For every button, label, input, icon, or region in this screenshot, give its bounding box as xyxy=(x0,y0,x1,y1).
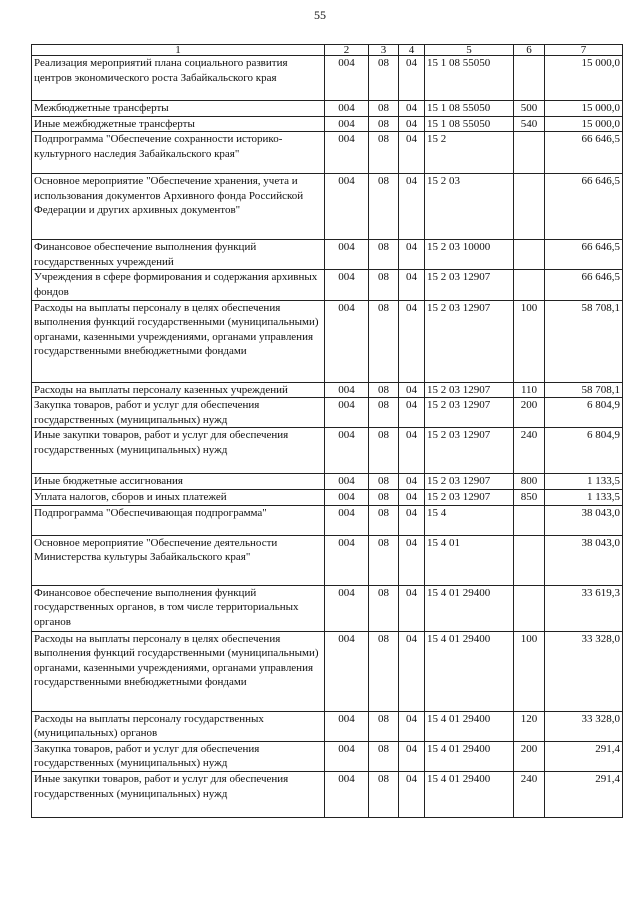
header-row xyxy=(32,45,623,56)
row-csr: 15 4 01 29400 xyxy=(425,711,514,741)
row-name: Межбюджетные трансферты xyxy=(32,101,325,117)
row-sum: 15 000,0 xyxy=(545,101,623,117)
row-csr: 15 2 03 12907 xyxy=(425,489,514,505)
row-ved: 004 xyxy=(325,240,369,270)
table-row xyxy=(32,741,623,771)
row-sum: 66 646,5 xyxy=(545,240,623,270)
row-vr: 100 xyxy=(514,631,545,711)
row-pr: 04 xyxy=(399,535,425,585)
row-pr: 04 xyxy=(399,474,425,490)
column-header-sum: 7 xyxy=(545,45,623,56)
row-vr: 540 xyxy=(514,116,545,132)
row-sum: 1 133,5 xyxy=(545,474,623,490)
row-sum: 66 646,5 xyxy=(545,132,623,174)
row-sum: 58 708,1 xyxy=(545,382,623,398)
row-name: Уплата налогов, сборов и иных платежей xyxy=(32,489,325,505)
row-pr: 04 xyxy=(399,116,425,132)
row-ved: 004 xyxy=(325,585,369,631)
row-sum: 66 646,5 xyxy=(545,270,623,300)
row-pr: 04 xyxy=(399,741,425,771)
table-row xyxy=(32,474,623,490)
row-ved: 004 xyxy=(325,382,369,398)
row-vr xyxy=(514,270,545,300)
row-csr: 15 2 03 12907 xyxy=(425,474,514,490)
row-name: Расходы на выплаты персоналу казенных учреждений xyxy=(32,382,325,398)
row-name: Расходы на выплаты персоналу в целях обеспечения выполнения функций государственными (муниципальными) органами, казенными учреждениями, органами управления государственными внебюджетными фондами xyxy=(32,300,325,382)
row-ved: 004 xyxy=(325,474,369,490)
table-row xyxy=(32,240,623,270)
row-csr: 15 2 03 12907 xyxy=(425,270,514,300)
row-vr xyxy=(514,56,545,101)
table-row xyxy=(32,771,623,817)
row-ved: 004 xyxy=(325,270,369,300)
row-rz: 08 xyxy=(369,489,399,505)
row-ved: 004 xyxy=(325,132,369,174)
row-ved: 004 xyxy=(325,505,369,535)
row-csr: 15 4 01 xyxy=(425,535,514,585)
row-name: Финансовое обеспечение выполнения функций государственных органов, в том числе территориальных органов xyxy=(32,585,325,631)
row-csr: 15 2 xyxy=(425,132,514,174)
row-csr: 15 4 xyxy=(425,505,514,535)
row-sum: 291,4 xyxy=(545,771,623,817)
row-csr: 15 2 03 xyxy=(425,174,514,240)
row-pr: 04 xyxy=(399,300,425,382)
row-rz: 08 xyxy=(369,771,399,817)
row-rz: 08 xyxy=(369,398,399,428)
row-sum: 15 000,0 xyxy=(545,116,623,132)
row-vr: 800 xyxy=(514,474,545,490)
row-ved: 004 xyxy=(325,116,369,132)
row-pr: 04 xyxy=(399,505,425,535)
row-pr: 04 xyxy=(399,398,425,428)
row-ved: 004 xyxy=(325,711,369,741)
row-csr: 15 1 08 55050 xyxy=(425,116,514,132)
row-csr: 15 4 01 29400 xyxy=(425,771,514,817)
table-row xyxy=(32,505,623,535)
row-rz: 08 xyxy=(369,741,399,771)
table-row xyxy=(32,56,623,101)
row-rz: 08 xyxy=(369,428,399,474)
row-name: Реализация мероприятий плана социального развития центров экономического роста Забайкальского края xyxy=(32,56,325,101)
row-sum: 1 133,5 xyxy=(545,489,623,505)
row-rz: 08 xyxy=(369,116,399,132)
row-pr: 04 xyxy=(399,132,425,174)
row-vr: 240 xyxy=(514,428,545,474)
row-vr: 850 xyxy=(514,489,545,505)
row-rz: 08 xyxy=(369,505,399,535)
row-pr: 04 xyxy=(399,382,425,398)
row-name: Закупка товаров, работ и услуг для обеспечения государственных (муниципальных) нужд xyxy=(32,398,325,428)
table-row xyxy=(32,132,623,174)
row-rz: 08 xyxy=(369,174,399,240)
row-rz: 08 xyxy=(369,132,399,174)
row-ved: 004 xyxy=(325,489,369,505)
table-row xyxy=(32,300,623,382)
column-header-vr: 6 xyxy=(514,45,545,56)
row-ved: 004 xyxy=(325,631,369,711)
row-rz: 08 xyxy=(369,56,399,101)
row-vr xyxy=(514,535,545,585)
row-sum: 58 708,1 xyxy=(545,300,623,382)
row-ved: 004 xyxy=(325,771,369,817)
table-row xyxy=(32,270,623,300)
row-rz: 08 xyxy=(369,240,399,270)
row-vr xyxy=(514,505,545,535)
page-number: 55 xyxy=(314,8,326,22)
row-pr: 04 xyxy=(399,771,425,817)
row-pr: 04 xyxy=(399,270,425,300)
row-ved: 004 xyxy=(325,428,369,474)
column-header-csr: 5 xyxy=(425,45,514,56)
column-header-rz: 3 xyxy=(369,45,399,56)
row-csr: 15 4 01 29400 xyxy=(425,631,514,711)
row-pr: 04 xyxy=(399,174,425,240)
row-name: Иные межбюджетные трансферты xyxy=(32,116,325,132)
row-vr xyxy=(514,132,545,174)
row-pr: 04 xyxy=(399,240,425,270)
row-name: Основное мероприятие "Обеспечение деятельности Министерства культуры Забайкальского края" xyxy=(32,535,325,585)
row-pr: 04 xyxy=(399,585,425,631)
row-rz: 08 xyxy=(369,535,399,585)
row-vr: 110 xyxy=(514,382,545,398)
table-row xyxy=(32,382,623,398)
row-csr: 15 1 08 55050 xyxy=(425,56,514,101)
row-rz: 08 xyxy=(369,711,399,741)
row-name: Расходы на выплаты персоналу в целях обеспечения выполнения функций государственными (муниципальными) органами, казенными учреждениями, органами управления государственными внебюджетными фондами xyxy=(32,631,325,711)
row-csr: 15 2 03 12907 xyxy=(425,398,514,428)
row-csr: 15 4 01 29400 xyxy=(425,585,514,631)
table-row xyxy=(32,116,623,132)
row-sum: 291,4 xyxy=(545,741,623,771)
row-ved: 004 xyxy=(325,398,369,428)
row-pr: 04 xyxy=(399,56,425,101)
row-name: Основное мероприятие "Обеспечение хранения, учета и использования документов Архивного фонда Российской Федерации и других архивных документов" xyxy=(32,174,325,240)
column-header-pr: 4 xyxy=(399,45,425,56)
row-csr: 15 1 08 55050 xyxy=(425,101,514,117)
row-sum: 66 646,5 xyxy=(545,174,623,240)
row-name: Иные закупки товаров, работ и услуг для обеспечения государственных (муниципальных) нужд xyxy=(32,771,325,817)
row-vr: 500 xyxy=(514,101,545,117)
row-sum: 15 000,0 xyxy=(545,56,623,101)
row-csr: 15 2 03 12907 xyxy=(425,428,514,474)
row-rz: 08 xyxy=(369,474,399,490)
column-header-name: 1 xyxy=(32,45,325,56)
table-row xyxy=(32,535,623,585)
row-name: Иные бюджетные ассигнования xyxy=(32,474,325,490)
row-name: Подпрограмма "Обеспечение сохранности историко-культурного наследия Забайкальского края" xyxy=(32,132,325,174)
row-csr: 15 4 01 29400 xyxy=(425,741,514,771)
table-row xyxy=(32,585,623,631)
row-csr: 15 2 03 12907 xyxy=(425,300,514,382)
row-name: Закупка товаров, работ и услуг для обеспечения государственных (муниципальных) нужд xyxy=(32,741,325,771)
table-row xyxy=(32,174,623,240)
row-sum: 6 804,9 xyxy=(545,428,623,474)
table-row xyxy=(32,428,623,474)
column-header-ved: 2 xyxy=(325,45,369,56)
row-vr xyxy=(514,174,545,240)
row-sum: 33 328,0 xyxy=(545,711,623,741)
table-row xyxy=(32,101,623,117)
row-ved: 004 xyxy=(325,56,369,101)
row-ved: 004 xyxy=(325,535,369,585)
row-name: Подпрограмма "Обеспечивающая подпрограмма" xyxy=(32,505,325,535)
row-vr: 200 xyxy=(514,398,545,428)
row-name: Учреждения в сфере формирования и содержания архивных фондов xyxy=(32,270,325,300)
row-rz: 08 xyxy=(369,270,399,300)
row-vr xyxy=(514,240,545,270)
table-row xyxy=(32,489,623,505)
row-rz: 08 xyxy=(369,585,399,631)
row-pr: 04 xyxy=(399,631,425,711)
row-csr: 15 2 03 12907 xyxy=(425,382,514,398)
row-ved: 004 xyxy=(325,101,369,117)
row-pr: 04 xyxy=(399,711,425,741)
row-ved: 004 xyxy=(325,300,369,382)
row-name: Финансовое обеспечение выполнения функций государственных учреждений xyxy=(32,240,325,270)
row-pr: 04 xyxy=(399,101,425,117)
row-rz: 08 xyxy=(369,631,399,711)
row-vr: 240 xyxy=(514,771,545,817)
row-sum: 33 328,0 xyxy=(545,631,623,711)
row-sum: 38 043,0 xyxy=(545,505,623,535)
row-pr: 04 xyxy=(399,489,425,505)
row-rz: 08 xyxy=(369,101,399,117)
row-pr: 04 xyxy=(399,428,425,474)
table-row xyxy=(32,398,623,428)
row-sum: 38 043,0 xyxy=(545,535,623,585)
row-vr: 200 xyxy=(514,741,545,771)
table-row xyxy=(32,711,623,741)
row-csr: 15 2 03 10000 xyxy=(425,240,514,270)
row-ved: 004 xyxy=(325,174,369,240)
row-name: Иные закупки товаров, работ и услуг для обеспечения государственных (муниципальных) нужд xyxy=(32,428,325,474)
row-ved: 004 xyxy=(325,741,369,771)
row-sum: 6 804,9 xyxy=(545,398,623,428)
budget-table xyxy=(31,44,623,818)
row-vr xyxy=(514,585,545,631)
row-rz: 08 xyxy=(369,382,399,398)
row-name: Расходы на выплаты персоналу государственных (муниципальных) органов xyxy=(32,711,325,741)
row-vr: 100 xyxy=(514,300,545,382)
row-rz: 08 xyxy=(369,300,399,382)
table-row xyxy=(32,631,623,711)
row-vr: 120 xyxy=(514,711,545,741)
row-sum: 33 619,3 xyxy=(545,585,623,631)
